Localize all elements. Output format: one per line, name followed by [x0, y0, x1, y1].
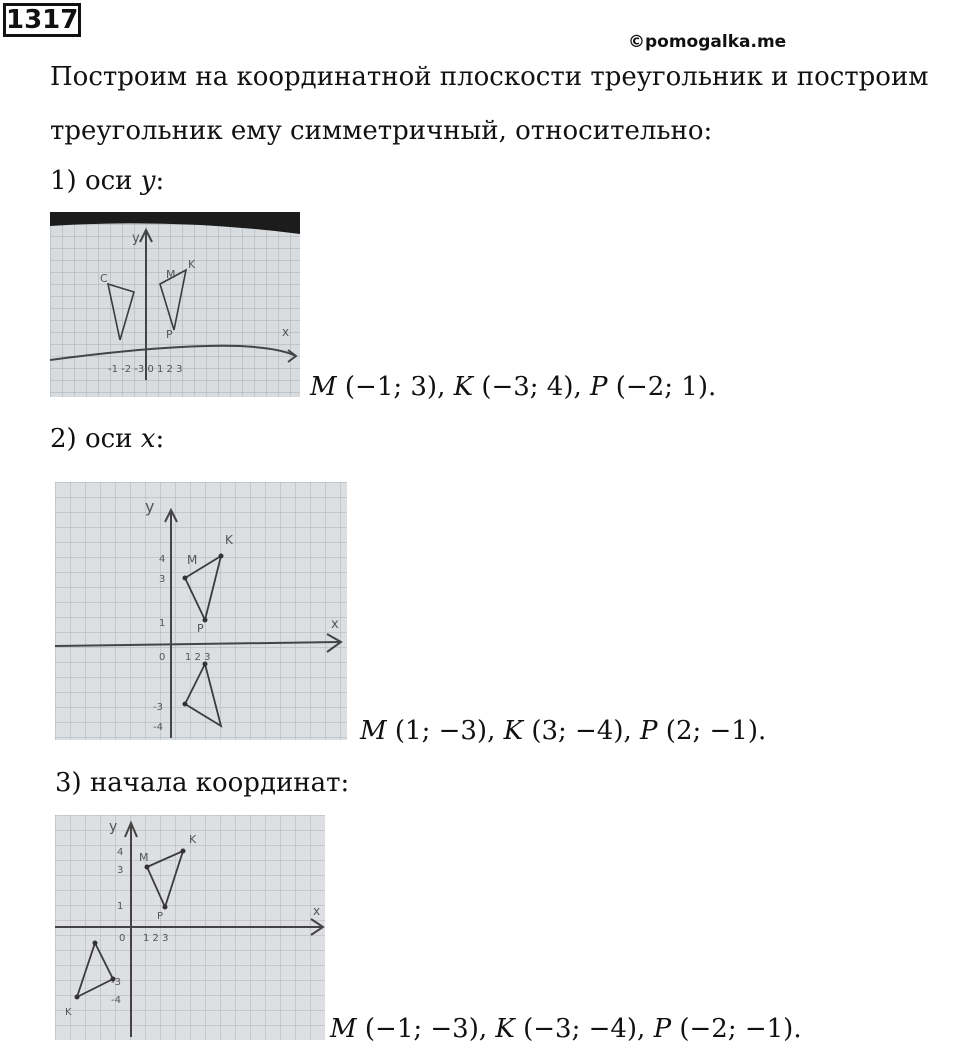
task-number: 1317	[3, 3, 81, 37]
p2-ticks-x: 1 2 3	[185, 652, 211, 663]
p1-ticks: -1 -2 -3 0 1 2 3	[108, 364, 183, 375]
intro-line-1: Построим на координатной плоскости треугольник и построим	[50, 62, 929, 92]
p3-tick-0: 0	[119, 933, 126, 944]
p3-tick-m3: -3	[111, 977, 121, 988]
part-2-result: M (1; −3), K (3; −4), P (2; −1).	[360, 716, 767, 746]
intro-line-2: треугольник ему симметричный, относительно:	[50, 116, 713, 146]
watermark: ©pomogalka.me	[628, 32, 787, 52]
part-3-photo	[55, 815, 325, 1040]
p3-y-label: y	[109, 819, 118, 835]
p2-tick-m3: -3	[153, 702, 163, 713]
p3-tick-1: 1	[117, 901, 124, 912]
p1-label-k: K	[188, 258, 196, 271]
p3-tick-4: 4	[117, 847, 124, 858]
part-1-result: M (−1; 3), K (−3; 4), P (−2; 1).	[310, 372, 717, 402]
part-1-label: 1) оси y:	[50, 166, 165, 196]
p3-label-m: M	[139, 851, 149, 864]
p2-label-m: M	[187, 553, 198, 567]
p2-label-p: P	[197, 622, 204, 635]
p1-label-c: C	[100, 272, 108, 285]
p3-label-k: K	[189, 833, 197, 846]
p1-y-label: y	[132, 231, 140, 246]
p2-tick-3: 3	[159, 574, 166, 585]
part-2-photo	[55, 482, 347, 740]
p3-label-k2: K	[65, 1007, 72, 1018]
p2-label-k: K	[225, 533, 233, 547]
p2-y-label: y	[145, 497, 155, 516]
part-3-result: M (−1; −3), K (−3; −4), P (−2; −1).	[330, 1014, 802, 1044]
p3-ticks-x: 1 2 3	[143, 933, 169, 944]
p2-tick-0: 0	[159, 652, 166, 663]
part-3-label: 3) начала координат:	[55, 768, 350, 798]
p3-tick-m4: -4	[111, 995, 121, 1006]
p3-x-label: x	[313, 904, 321, 918]
part-1-photo	[50, 212, 300, 397]
p1-label-p: P	[166, 328, 173, 341]
p1-label-m: M	[166, 268, 176, 281]
p1-x-label: x	[282, 325, 290, 339]
p2-tick-1: 1	[159, 618, 166, 629]
p2-x-label: x	[331, 617, 339, 632]
p3-tick-3: 3	[117, 865, 124, 876]
p2-tick-m4: -4	[153, 722, 163, 733]
p3-label-p: P	[157, 911, 164, 922]
p2-tick-4: 4	[159, 554, 166, 565]
part-2-label: 2) оси x:	[50, 424, 165, 454]
